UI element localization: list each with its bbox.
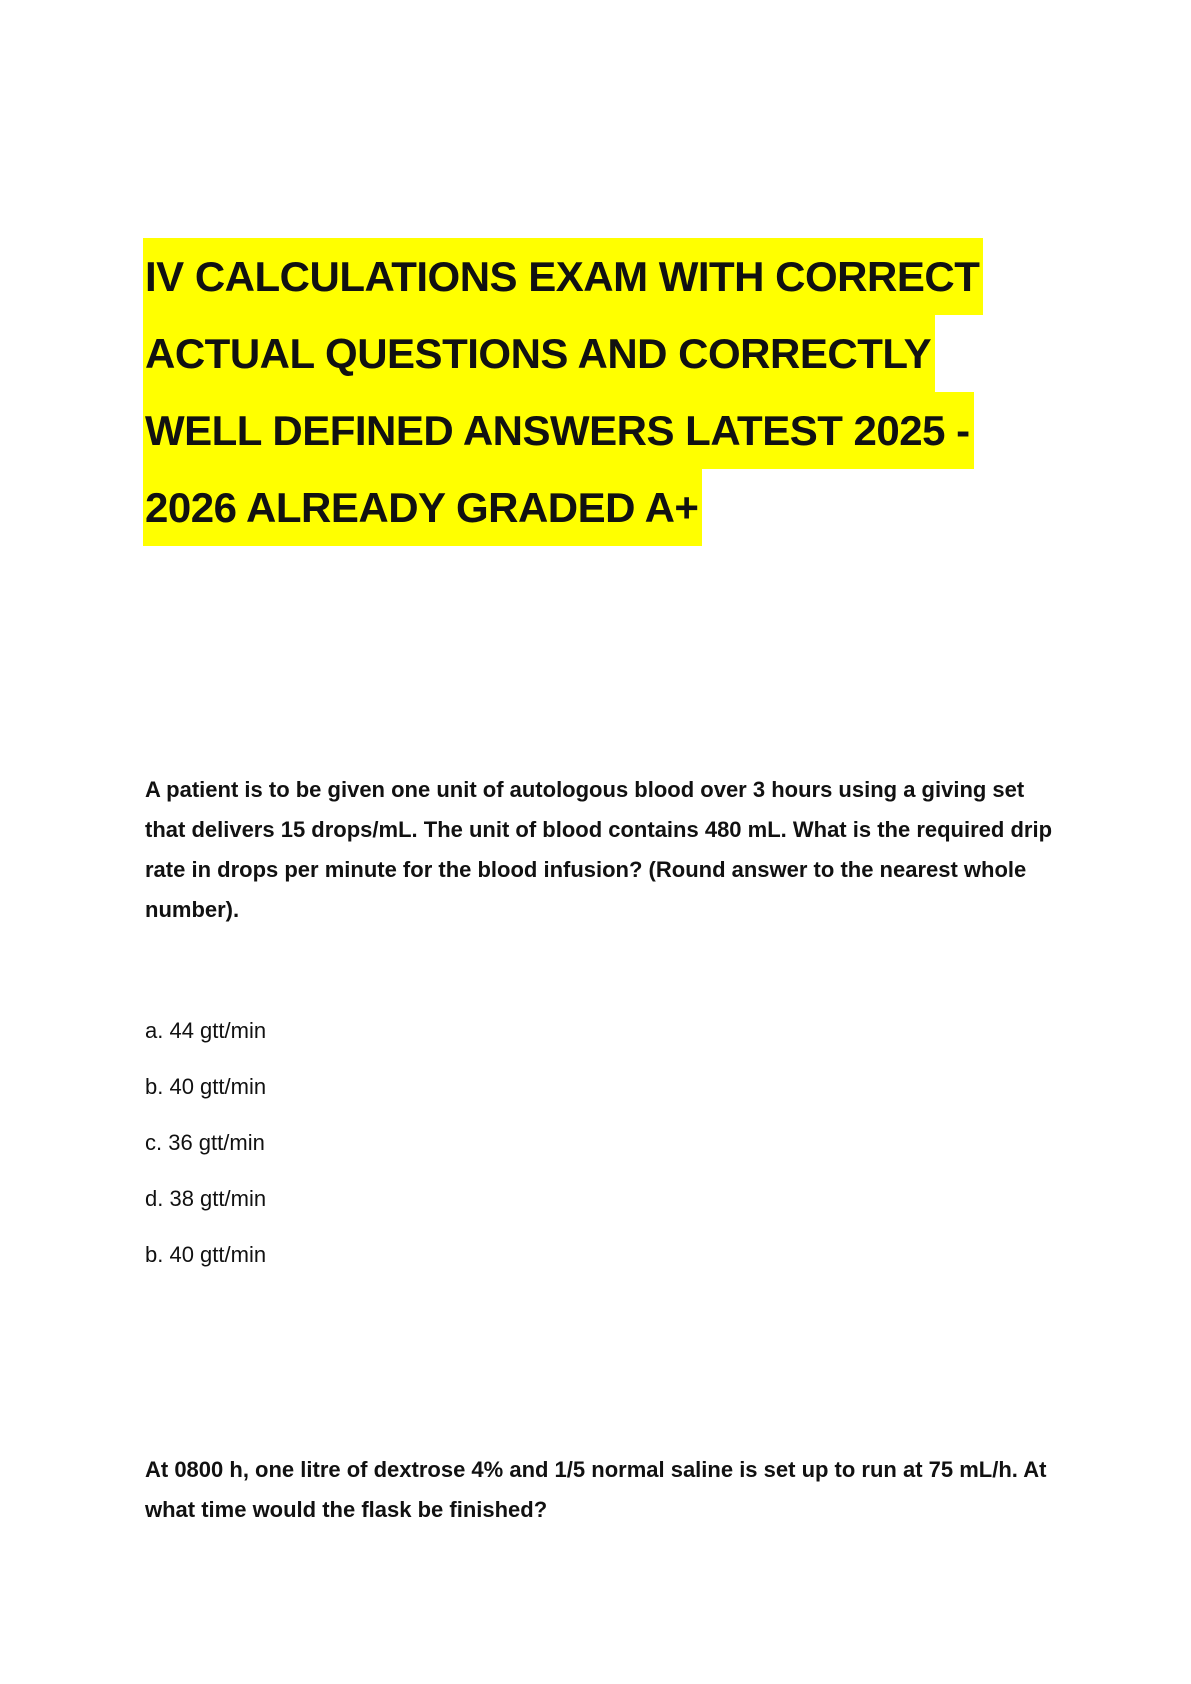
title-line-4: 2026 ALREADY GRADED A+ [143, 469, 702, 546]
title-line-2: ACTUAL QUESTIONS AND CORRECTLY [143, 315, 935, 392]
option-c: c. 36 gtt/min [145, 1130, 265, 1155]
question-1-text: A patient is to be given one unit of autologous blood over 3 hours using a giving set that delivers 15 drops/mL. The unit of blood contains 480 mL. What is the required drip rate in drops per minute for the blood infusion? (Round answer to the nearest whole number). [145, 777, 1053, 922]
document-title [143, 238, 1063, 546]
option-a: a. 44 gtt/min [145, 1018, 267, 1043]
question-2-text: At 0800 h, one litre of dextrose 4% and 1/5 normal saline is set up to run at 75 mL/h. At what time would the flask be finished? [145, 1457, 1047, 1522]
option-b: b. 40 gtt/min [145, 1074, 267, 1099]
question-1-options [145, 1003, 266, 1227]
question-1-answer: b. 40 gtt/min [145, 1242, 267, 1267]
title-line-1: IV CALCULATIONS EXAM WITH CORRECT [143, 238, 983, 315]
title-line-3: WELL DEFINED ANSWERS LATEST 2025 - [143, 392, 974, 469]
option-d: d. 38 gtt/min [145, 1186, 267, 1211]
